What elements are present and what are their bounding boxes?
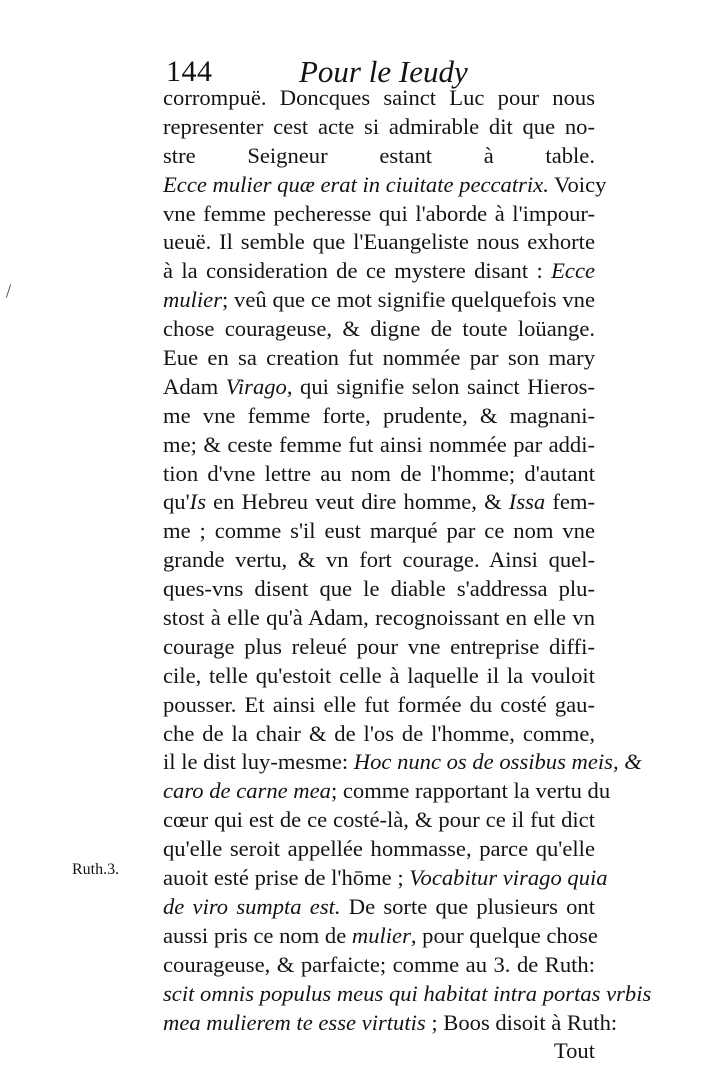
text-line bbox=[163, 806, 595, 835]
line-text: il le dist luy-mesme: bbox=[163, 749, 354, 775]
text-line bbox=[163, 720, 595, 749]
text-line bbox=[163, 344, 595, 373]
latin-text: caro de carne mea bbox=[163, 778, 331, 804]
text-line bbox=[163, 113, 595, 142]
text-line bbox=[163, 373, 595, 402]
line-text: representer cest acte si admirable dit que no- bbox=[163, 113, 595, 139]
text-line bbox=[163, 864, 608, 893]
text-line bbox=[163, 488, 595, 517]
line-text: en Hebreu veut dire homme, & bbox=[206, 489, 509, 515]
line-text: Eue en sa creation fut nommée par son mary bbox=[163, 345, 595, 371]
line-text: pousser. Et ainsi elle fut formée du costé gau- bbox=[163, 691, 595, 717]
text-line bbox=[163, 893, 595, 922]
text-line bbox=[163, 84, 595, 113]
line-text: corrompuë. Doncques sainct Luc pour nous bbox=[163, 85, 595, 110]
line-text: me ; comme s'il eust marqué par ce nom vne bbox=[163, 518, 595, 544]
text-line bbox=[163, 228, 595, 257]
text-line bbox=[163, 575, 595, 604]
text-line bbox=[163, 748, 642, 777]
line-text: ; veû que ce mot signifie quelquefois vne bbox=[222, 287, 595, 313]
line-text: Voicy bbox=[548, 171, 607, 197]
text-line bbox=[163, 633, 595, 662]
line-text: fem- bbox=[545, 489, 595, 515]
line-text: De sorte que plusieurs ont bbox=[340, 893, 595, 919]
text-line bbox=[163, 431, 595, 460]
line-text: auoit esté prise de l'hōme ; bbox=[163, 865, 410, 891]
latin-text: mea mulierem te esse virtutis bbox=[163, 1009, 426, 1035]
line-text: aussi pris ce nom de bbox=[163, 922, 352, 948]
text-line bbox=[163, 662, 595, 691]
text-line bbox=[163, 1009, 618, 1038]
running-head: Pour le Ieudy bbox=[299, 54, 468, 89]
line-text: qu'elle seroit appellée hommasse, parce qu'elle bbox=[163, 836, 595, 862]
line-text: courageuse, & parfaicte; comme au 3. de Ruth: bbox=[163, 951, 595, 977]
latin-text: scit omnis populus meus qui habitat intra portas vrbis bbox=[163, 980, 652, 1006]
text-line bbox=[163, 980, 652, 1009]
line-text: ; comme rapportant la vertu du bbox=[330, 778, 611, 804]
body-text bbox=[163, 84, 652, 1066]
text-line bbox=[163, 402, 595, 431]
line-text: qu' bbox=[163, 489, 190, 515]
line-text: à la consideration de ce mystere disant : bbox=[163, 258, 552, 284]
line-text: vne femme pecheresse qui l'aborde à l'impour- bbox=[163, 200, 595, 226]
text-line bbox=[163, 777, 611, 806]
line-text: ques-vns disent que le diable s'addressa plu- bbox=[163, 576, 595, 602]
margin-note-ruth: Ruth.3. bbox=[72, 861, 120, 878]
line-text: che de la chair & de l'os de l'homme, comme, bbox=[163, 720, 595, 746]
stray-ink-mark bbox=[6, 284, 11, 298]
line-text: ueuë. Il semble que l'Euangeliste nous exhorte bbox=[163, 229, 595, 255]
latin-text: Hoc nunc os de ossibus meis, & bbox=[353, 749, 642, 775]
text-line bbox=[163, 604, 595, 633]
text-line bbox=[163, 951, 595, 980]
line-text: , pour quelque chose bbox=[410, 922, 598, 948]
line-text: chose courageuse, & digne de toute loüange. bbox=[163, 316, 595, 342]
line-text: ; Boos disoit à Ruth: bbox=[425, 1009, 618, 1035]
line-text: cœur qui est de ce costé-là, & pour ce il fut dict bbox=[163, 807, 595, 833]
line-text: me vne femme forte, prudente, & magnani- bbox=[163, 402, 595, 428]
page-number: 144 bbox=[166, 55, 213, 88]
line-text: Tout bbox=[553, 1038, 595, 1064]
line-text: cile, telle qu'estoit celle à laquelle il la vouloit bbox=[163, 662, 595, 688]
latin-text: Issa bbox=[508, 489, 546, 515]
latin-text: Ecce mulier quæ erat in ciuitate peccatrix. bbox=[163, 171, 549, 197]
line-text: grande vertu, & vn fort courage. Ainsi quel- bbox=[163, 547, 595, 573]
line-text: stre Seigneur estant à table. bbox=[163, 142, 595, 168]
latin-text: mulier bbox=[163, 287, 222, 313]
text-line bbox=[163, 257, 595, 286]
latin-text: Is bbox=[189, 489, 206, 515]
latin-text: Ecce bbox=[551, 258, 595, 284]
text-line bbox=[163, 835, 595, 864]
text-line bbox=[163, 546, 595, 575]
text-line bbox=[163, 286, 595, 315]
text-line bbox=[163, 517, 595, 546]
latin-text: de viro sumpta est. bbox=[163, 893, 341, 919]
line-text: tion d'vne lettre au nom de l'homme; d'autant bbox=[163, 460, 595, 486]
text-line bbox=[163, 315, 595, 344]
line-text: stost à elle qu'à Adam, recognoissant en elle vn bbox=[163, 605, 595, 631]
text-line bbox=[163, 691, 595, 720]
text-line bbox=[163, 460, 595, 489]
text-line bbox=[163, 200, 595, 229]
line-text: , qui signifie selon sainct Hieros- bbox=[286, 373, 595, 399]
text-line bbox=[163, 922, 598, 951]
text-line bbox=[163, 142, 595, 171]
line-text: courage plus releué pour vne entreprise diffi- bbox=[163, 633, 595, 659]
latin-text: Vocabitur virago quia bbox=[409, 865, 608, 891]
latin-text: Virago bbox=[225, 373, 287, 399]
line-text: me; & ceste femme fut ainsi nommée par addi- bbox=[163, 431, 595, 457]
text-line bbox=[163, 171, 607, 200]
line-text: Adam bbox=[163, 373, 226, 399]
text-line bbox=[163, 1037, 595, 1066]
latin-text: mulier bbox=[351, 922, 411, 948]
